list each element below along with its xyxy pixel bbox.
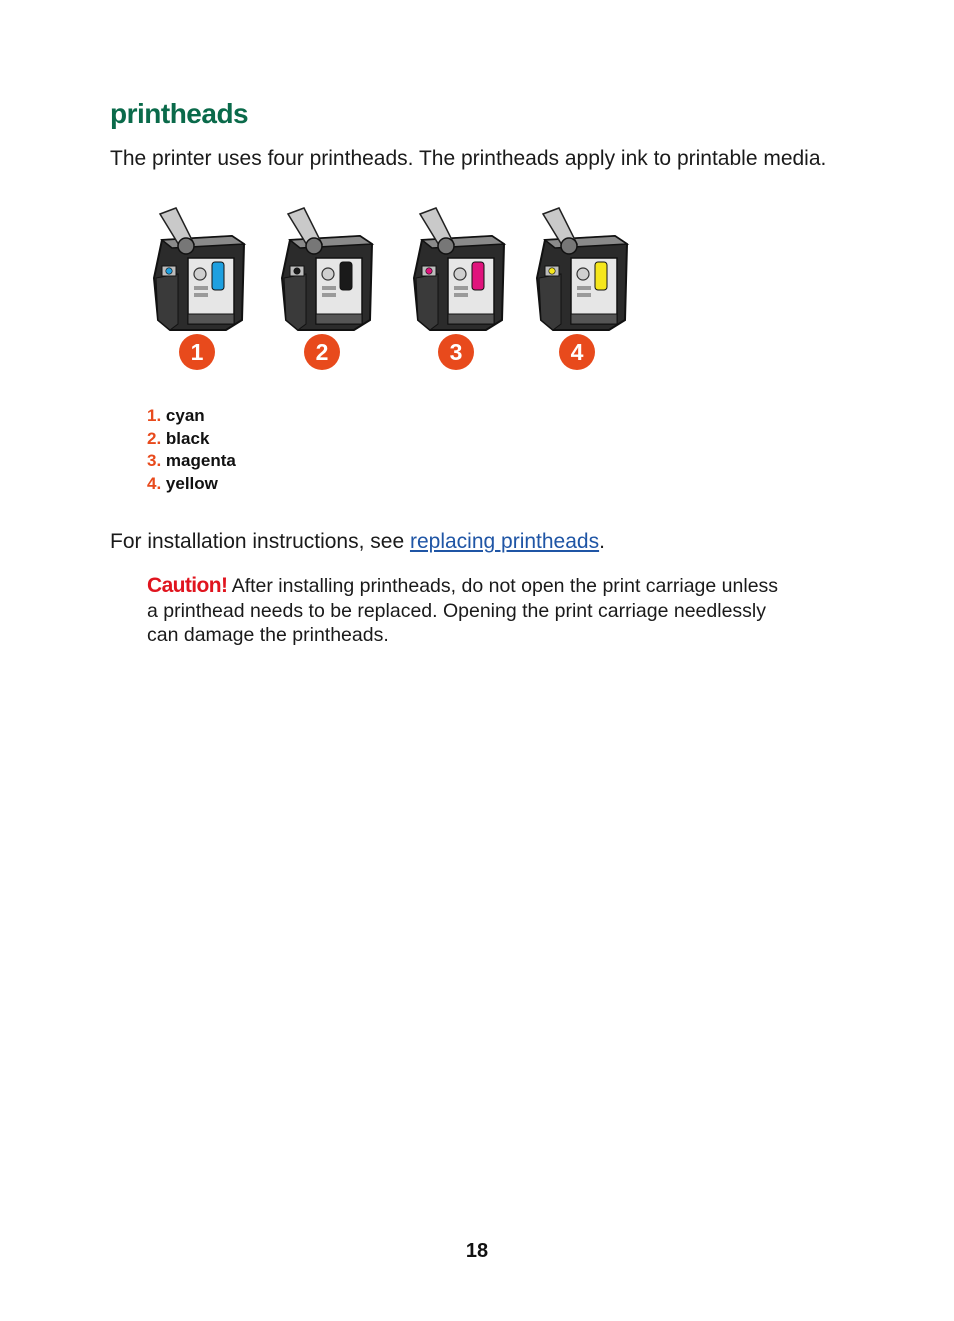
ink-color-bar (472, 262, 484, 290)
cartridge-foot (188, 314, 234, 324)
ink-color-bar (340, 262, 352, 290)
intro-paragraph: The printer uses four printheads. The printheads apply ink to printable media. (110, 147, 827, 170)
cartridge-side (539, 274, 561, 330)
callout-2-number: 2 (315, 339, 329, 365)
callout-3 (438, 334, 474, 370)
label-stripe (194, 293, 208, 297)
callout-1-number: 1 (190, 339, 204, 365)
install-prefix: For installation instructions, see (110, 530, 410, 553)
cartridge-foot (571, 314, 617, 324)
cartridge-foot (448, 314, 494, 324)
latch-pivot (561, 238, 577, 254)
indicator-dot (549, 268, 555, 274)
ink-color-bar (595, 262, 607, 290)
legend-label: cyan (165, 406, 205, 425)
label-stripe (454, 286, 468, 290)
legend-item (147, 428, 236, 451)
legend-number: 2. (147, 428, 162, 448)
printhead-yellow (537, 208, 627, 330)
legend-number: 1. (147, 406, 162, 425)
page-title: printheads (110, 98, 249, 129)
printheads-svg (140, 200, 640, 390)
cartridge-foot (316, 314, 362, 324)
legend-number: 4. (147, 473, 162, 493)
indicator-dot (294, 268, 300, 274)
callout-1 (179, 334, 215, 370)
legend-item (147, 405, 236, 428)
label-stripe (454, 293, 468, 297)
replacing-printheads-link[interactable]: replacing printheads (409, 530, 600, 553)
label-stripe (322, 286, 336, 290)
callout-3-number: 3 (449, 339, 463, 365)
page-number: 18 (465, 1240, 489, 1262)
cartridge-side (284, 274, 306, 330)
legend-item (147, 473, 236, 496)
legend-number: 3. (147, 451, 162, 470)
callout-4-number: 4 (570, 339, 584, 365)
legend-label: magenta (165, 451, 236, 470)
cartridge-side (156, 274, 178, 330)
logo-mark (194, 268, 206, 280)
latch-pivot (306, 238, 322, 254)
indicator-dot (166, 268, 172, 274)
label-stripe (577, 293, 591, 297)
install-paragraph (110, 530, 605, 554)
legend-label: black (165, 428, 210, 448)
printhead-cyan (154, 208, 244, 330)
label-stripe (194, 286, 208, 290)
caution-text: After installing printheads, do not open the print carriage unless a printhead needs to be replaced. Opening the print carriage needlessly can damage the printheads. (147, 575, 779, 646)
ink-color-bar (212, 262, 224, 290)
indicator-dot (426, 268, 432, 274)
printhead-magenta (414, 208, 504, 330)
callout-2 (304, 334, 340, 370)
label-stripe (577, 286, 591, 290)
logo-mark (577, 268, 589, 280)
printheads-illustration (140, 200, 640, 390)
legend-item (147, 450, 236, 473)
label-stripe (322, 293, 336, 297)
latch-pivot (438, 238, 454, 254)
callout-4 (559, 334, 595, 370)
printhead-black (282, 208, 372, 330)
cartridge-side (416, 274, 438, 330)
caution-label: Caution! (147, 574, 228, 597)
logo-mark (322, 268, 334, 280)
legend-label: yellow (165, 473, 218, 493)
install-suffix: . (599, 530, 605, 553)
logo-mark (454, 268, 466, 280)
caution-note (147, 574, 787, 648)
latch-pivot (178, 238, 194, 254)
color-legend (147, 405, 236, 495)
